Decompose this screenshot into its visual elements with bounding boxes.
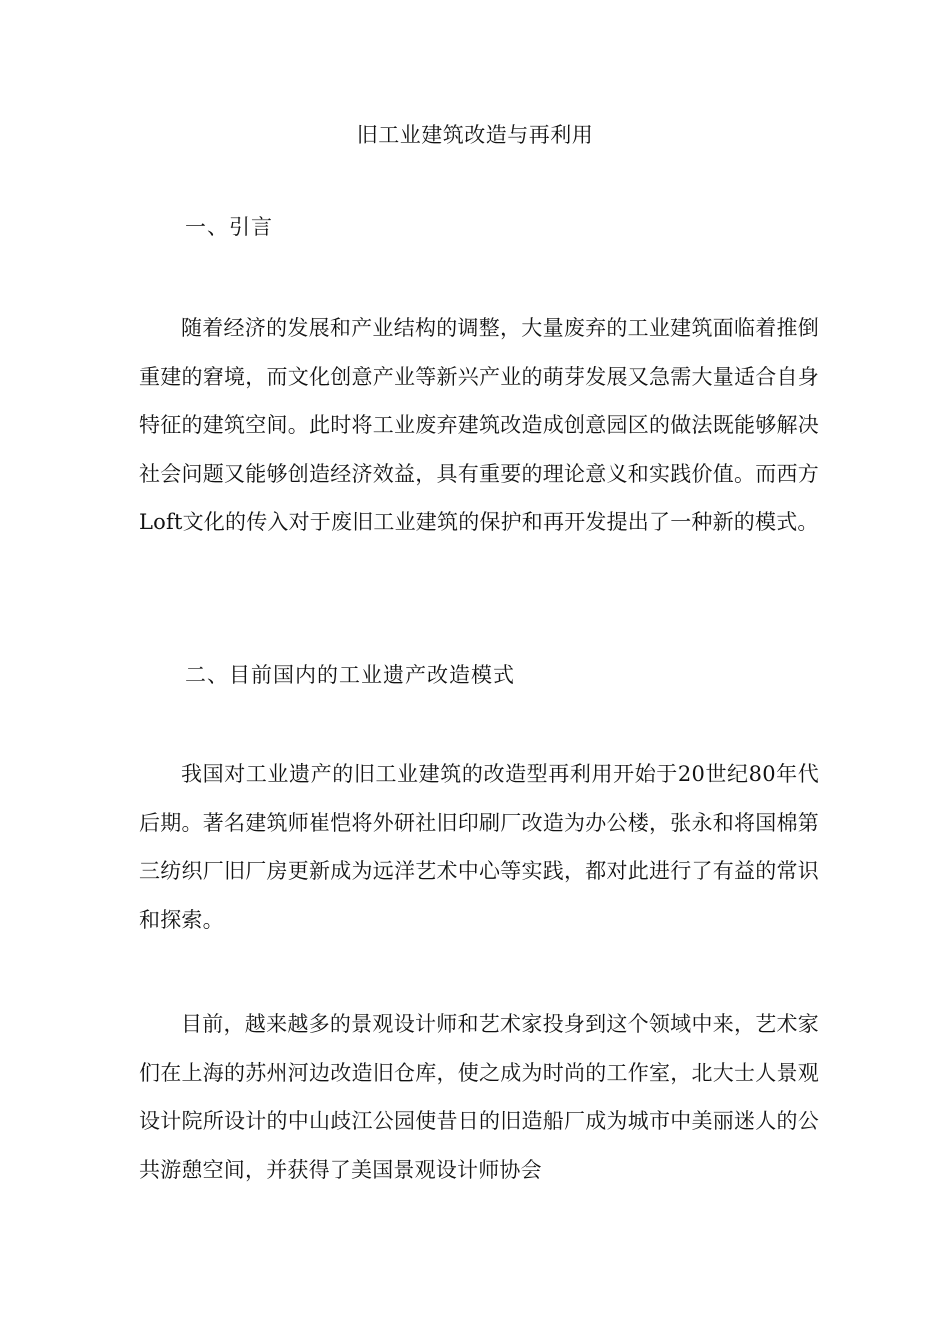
- document-title: 旧工业建筑改造与再利用: [356, 123, 594, 147]
- paragraph-introduction: 随着经济的发展和产业结构的调整，大量废弃的工业建筑面临着推倒重建的窘境，而文化创意产业等新兴产业的萌芽发展又急需大量适合自身特征的建筑空间。此时将工业废弃建筑改造成创意园区的做法既能够解决社会问题又能够创造经济效益，具有重要的理论意义和实践价值。而西方Loft文化的传入对于废旧工业建筑的保护和再开发提出了一种新的模式。: [139, 316, 819, 534]
- section-heading-domestic-models: 二、目前国内的工业遗产改造模式: [185, 663, 515, 687]
- section-heading-introduction: 一、引言: [185, 215, 273, 239]
- paragraph-current-practice: 目前，越来越多的景观设计师和艺术家投身到这个领域中来，艺术家们在上海的苏州河边改造旧仓库，使之成为时尚的工作室，北大士人景观设计院所设计的中山歧江公园使昔日的旧造船厂成为城市中美丽迷人的公共游憩空间，并获得了美国景观设计师协会: [139, 1012, 819, 1182]
- paragraph-domestic-history: 我国对工业遗产的旧工业建筑的改造型再利用开始于20世纪80年代后期。著名建筑师崔恺将外研社旧印刷厂改造为办公楼，张永和将国棉第三纺织厂旧厂房更新成为远洋艺术中心等实践，都对此进行了有益的常识和探索。: [139, 762, 819, 932]
